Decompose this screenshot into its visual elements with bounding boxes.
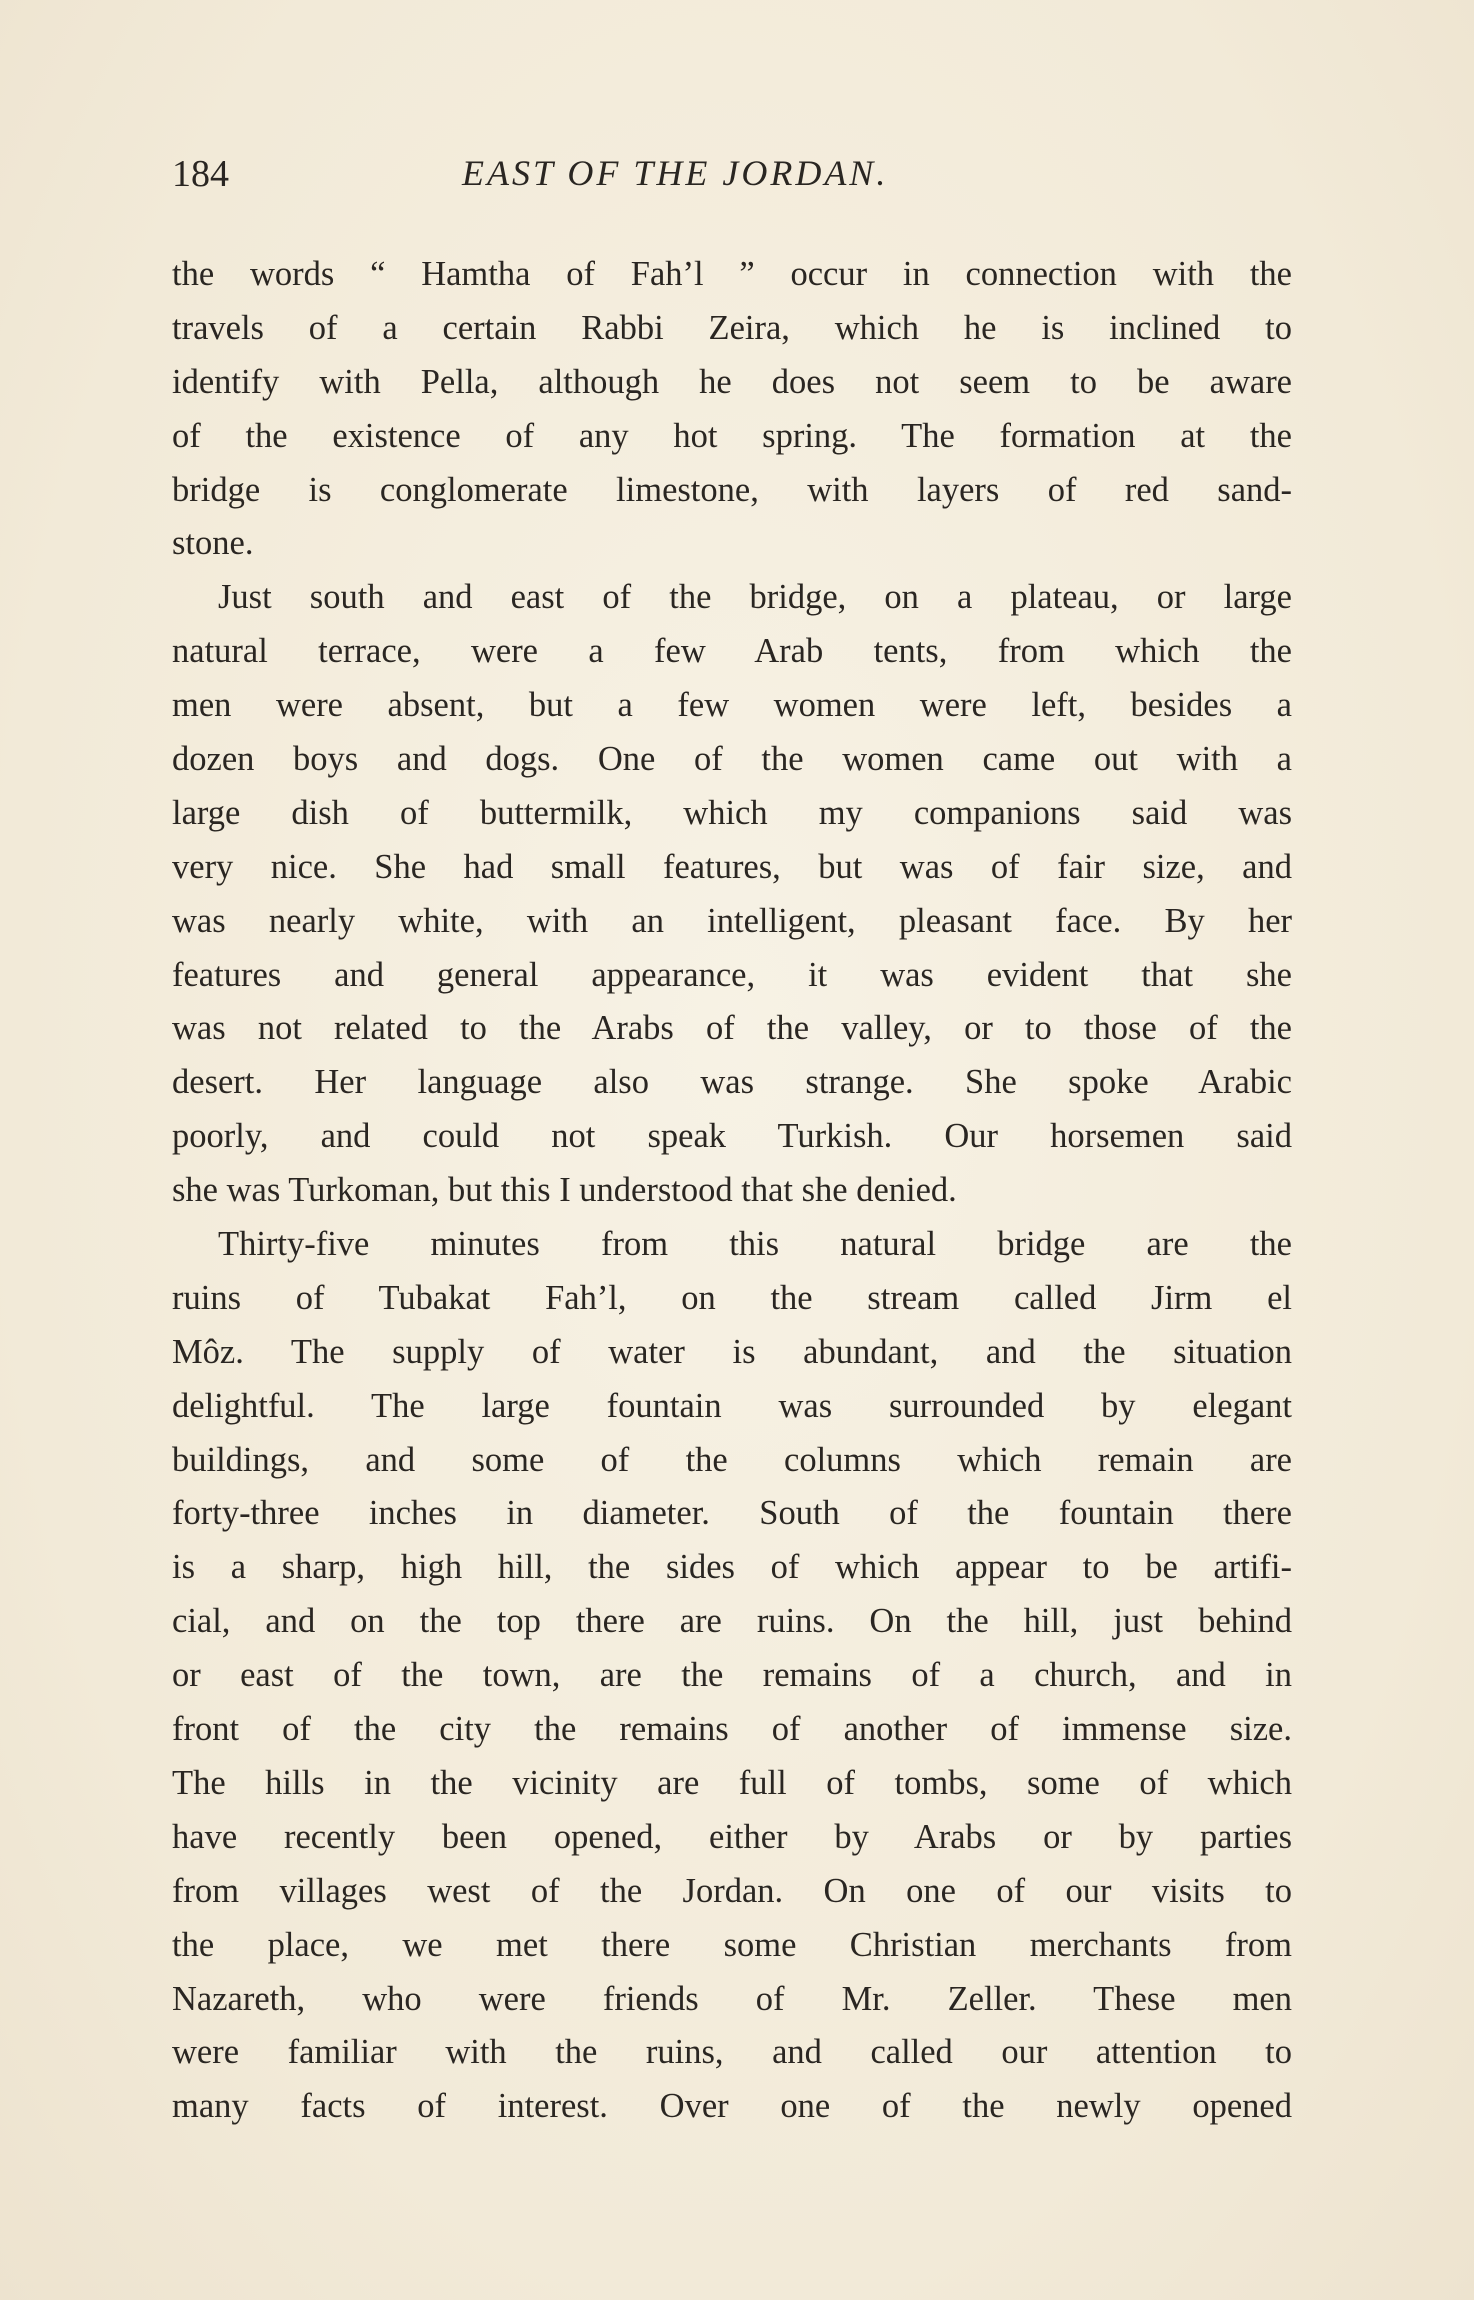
text-line: of the existence of any hot spring. The formation at the (172, 416, 1292, 455)
text-line: ruins of Tubakat Fah’l, on the stream called Jirm el (172, 1278, 1292, 1317)
running-title: EAST OF THE JORDAN. (462, 153, 889, 193)
text-line: Nazareth, who were friends of Mr. Zeller. These men (172, 1979, 1292, 2018)
text-line: Thirty-five minutes from this natural bridge are the (218, 1225, 1292, 1264)
text-line: travels of a certain Rabbi Zeira, which he is inclined to (172, 308, 1292, 347)
text-line: front of the city the remains of another of immense size. (172, 1710, 1292, 1749)
text-line: large dish of buttermilk, which my companions said was (172, 793, 1292, 832)
text-line: is a sharp, high hill, the sides of which appear to be artifi- (172, 1548, 1292, 1587)
text-line: many facts of interest. Over one of the newly opened (172, 2087, 1292, 2126)
text-line: dozen boys and dogs. One of the women came out with a (172, 740, 1292, 779)
text-line: desert. Her language also was strange. She spoke Arabic (172, 1063, 1292, 1102)
page-number: 184 (172, 153, 229, 195)
text-line: bridge is conglomerate limestone, with layers of red sand- (172, 470, 1292, 509)
text-line: from villages west of the Jordan. On one of our visits to (172, 1871, 1292, 1910)
text-line: were familiar with the ruins, and called our attention to (172, 2033, 1292, 2072)
text-line: poorly, and could not speak Turkish. Our horsemen said (172, 1117, 1292, 1156)
text-line: delightful. The large fountain was surrounded by elegant (172, 1386, 1292, 1425)
text-line: features and general appearance, it was evident that she (172, 955, 1292, 994)
text-line: men were absent, but a few women were left, besides a (172, 686, 1292, 725)
text-line: the place, we met there some Christian merchants from (172, 1925, 1292, 1964)
text-line: stone. (172, 524, 254, 563)
text-line: very nice. She had small features, but was of fair size, and (172, 847, 1292, 886)
text-line: forty-three inches in diameter. South of the fountain there (172, 1494, 1292, 1533)
text-line: Môz. The supply of water is abundant, and the situation (172, 1332, 1292, 1371)
text-line: identify with Pella, although he does not seem to be aware (172, 362, 1292, 401)
text-line: or east of the town, are the remains of a church, and in (172, 1656, 1292, 1695)
text-line: The hills in the vicinity are full of tombs, some of which (172, 1763, 1292, 1802)
text-line: buildings, and some of the columns which remain are (172, 1440, 1292, 1479)
text-line: was not related to the Arabs of the valley, or to those of the (172, 1009, 1292, 1048)
body-text (172, 248, 1292, 2134)
text-line: cial, and on the top there are ruins. On the hill, just behind (172, 1602, 1292, 1641)
text-line: the words “ Hamtha of Fah’l ” occur in connection with the (172, 255, 1292, 293)
running-head (172, 152, 1292, 212)
text-line: Just south and east of the bridge, on a plateau, or large (218, 578, 1292, 617)
text-line: have recently been opened, either by Arabs or by parties (172, 1817, 1292, 1856)
text-line: natural terrace, were a few Arab tents, from which the (172, 632, 1292, 671)
text-line: she was Turkoman, but this I understood that she denied. (172, 1171, 957, 1210)
text-line: was nearly white, with an intelligent, pleasant face. By her (172, 901, 1292, 940)
